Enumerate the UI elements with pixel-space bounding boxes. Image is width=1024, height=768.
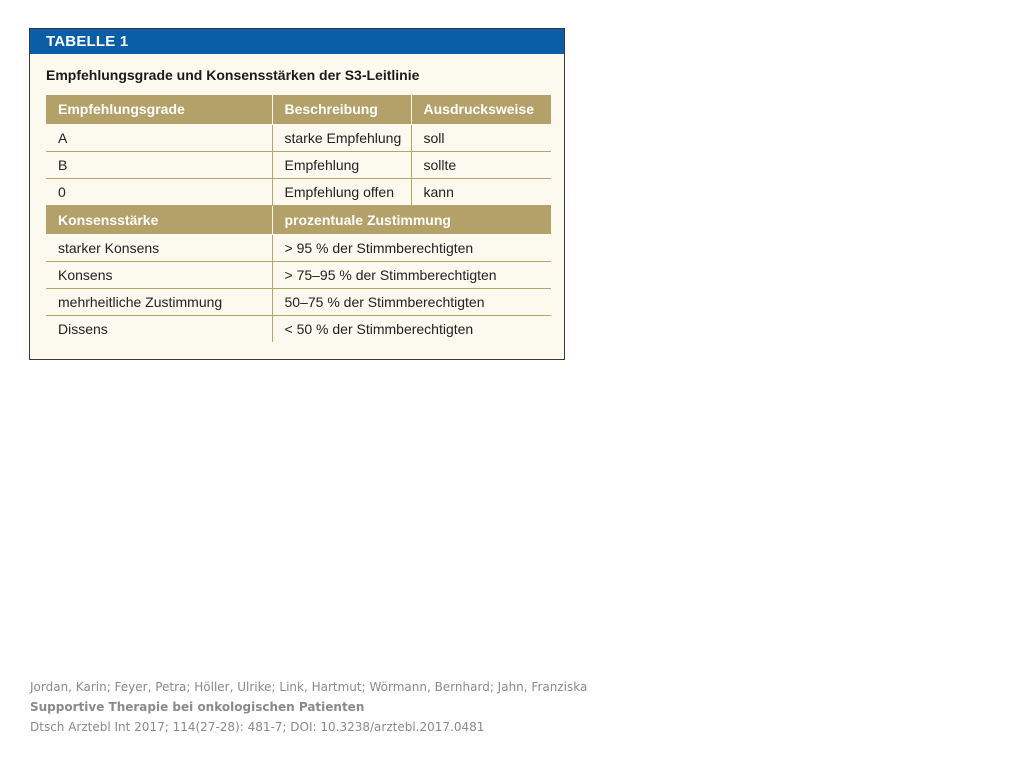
table-cell: starker Konsens <box>46 234 272 261</box>
table-cell: Konsens <box>46 261 272 288</box>
table-row <box>46 261 551 288</box>
citation-authors: Jordan, Karin; Feyer, Petra; Höller, Ulrike; Link, Hartmut; Wörmann, Bernhard; Jahn, Franziska <box>30 680 588 694</box>
table-cell: A <box>46 124 272 151</box>
column-header: prozentuale Zustimmung <box>272 205 551 234</box>
table-cell: starke Empfehlung <box>272 124 411 151</box>
table-figure <box>29 28 565 360</box>
table-cell: soll <box>411 124 551 151</box>
column-header: Konsensstärke <box>46 205 272 234</box>
table-cell: sollte <box>411 151 551 178</box>
citation-title: Supportive Therapie bei onkologischen Patienten <box>30 700 365 714</box>
table-cell: B <box>46 151 272 178</box>
table-cell: Empfehlung <box>272 151 411 178</box>
citation-source: Dtsch Arztebl Int 2017; 114(27-28): 481-7; DOI: 10.3238/arztebl.2017.0481 <box>30 720 485 734</box>
table-cell: Empfehlung offen <box>272 178 411 205</box>
table-row <box>46 124 551 151</box>
table-cell: 0 <box>46 178 272 205</box>
table-cell: kann <box>411 178 551 205</box>
column-header: Beschreibung <box>272 95 411 124</box>
table-cell: 50–75 % der Stimmberechtigten <box>272 288 551 315</box>
table-row <box>46 151 551 178</box>
table-row <box>46 315 551 342</box>
table-cell: Dissens <box>58 320 108 337</box>
recommendation-table <box>46 95 551 342</box>
citation <box>30 677 587 737</box>
table-header-row <box>46 95 551 124</box>
table-caption: Empfehlungsgrade und Konsensstärken der S3-Leitlinie <box>46 67 420 83</box>
column-header: Empfehlungsgrade <box>46 95 272 124</box>
table-label: TABELLE 1 <box>30 29 564 54</box>
table-row <box>46 288 551 315</box>
column-header: Ausdrucksweise <box>411 95 551 124</box>
table-row <box>46 234 551 261</box>
table-header-row <box>46 205 551 234</box>
table-cell: < 50 % der Stimmberechtigten <box>272 315 551 342</box>
table-cell: mehrheitliche Zustimmung <box>46 288 272 315</box>
table-row <box>46 178 551 205</box>
table-cell: > 95 % der Stimmberechtigten <box>272 234 551 261</box>
table-cell: > 75–95 % der Stimmberechtigten <box>272 261 551 288</box>
